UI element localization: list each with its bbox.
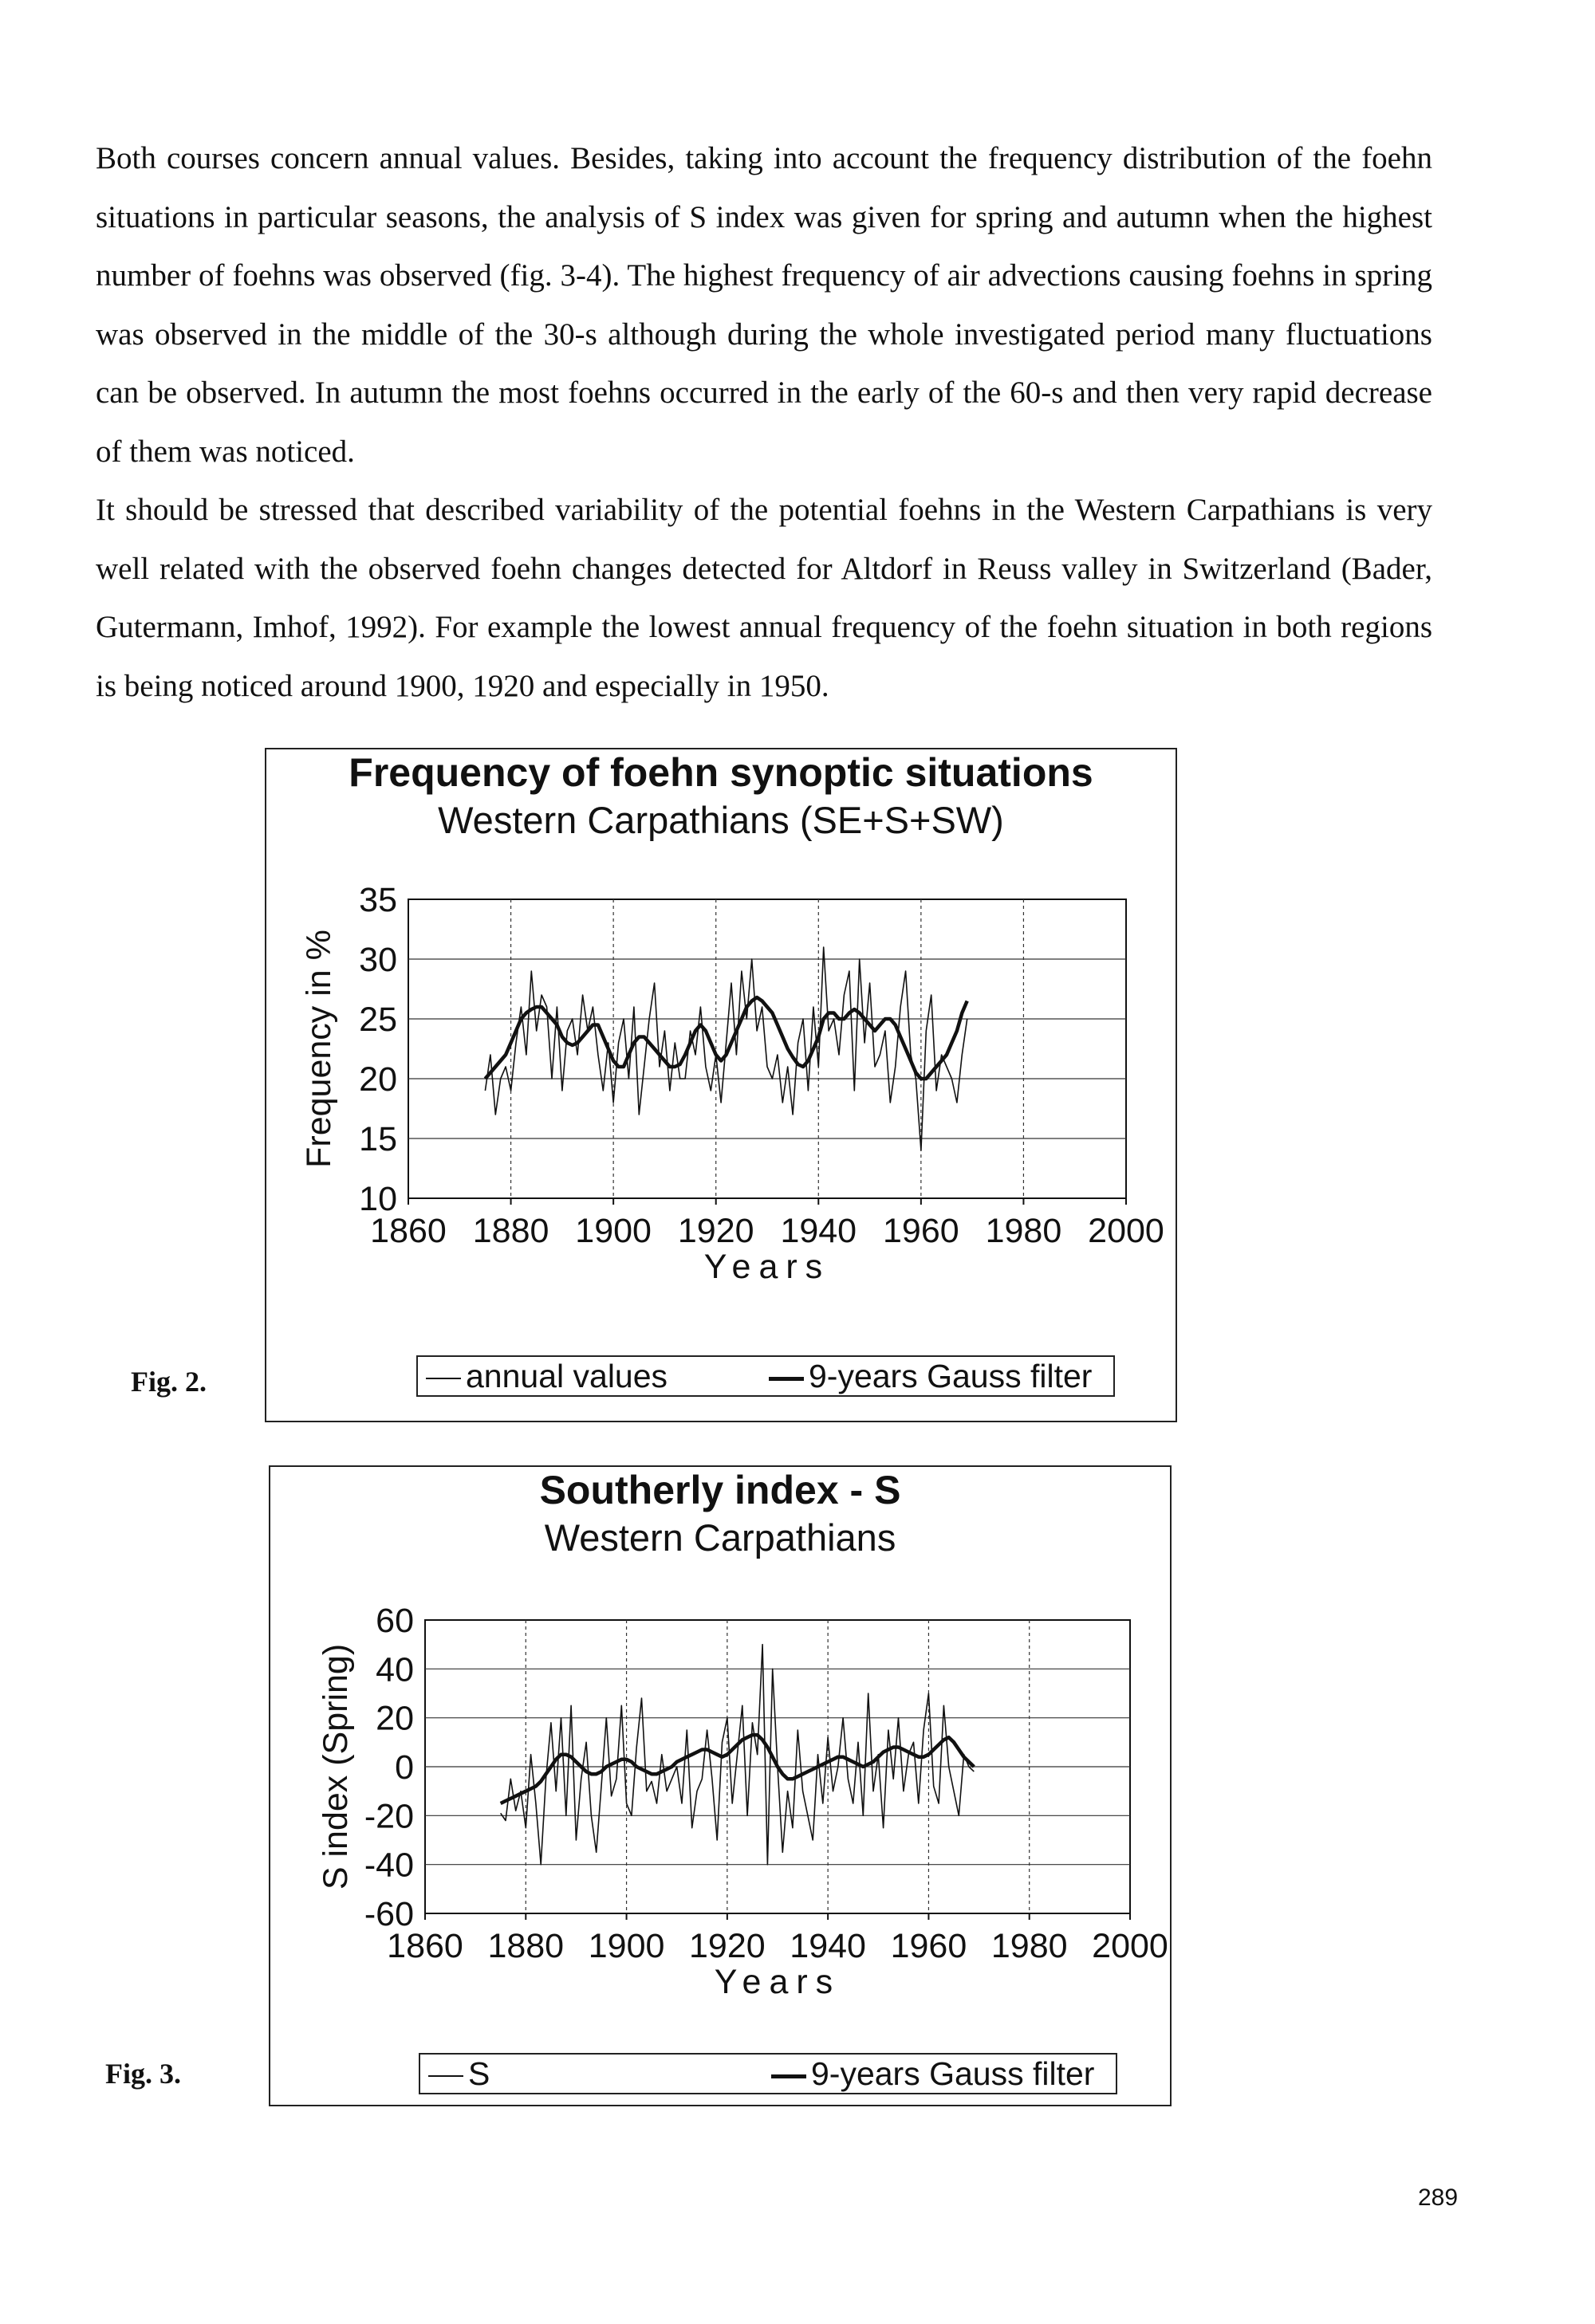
x-tick-label: 1880 <box>487 1927 565 1965</box>
x-tick-label: 1920 <box>677 1212 754 1250</box>
legend-line-thin <box>428 2075 463 2077</box>
y-tick-label: 20 <box>359 1060 397 1099</box>
chart-title: Frequency of foehn synoptic situations <box>349 750 1093 795</box>
y-axis-label: Frequency in % <box>300 930 338 1168</box>
x-tick-label: 1880 <box>472 1212 549 1250</box>
y-tick-label: 10 <box>359 1180 397 1218</box>
y-tick-label: 15 <box>359 1120 397 1158</box>
chart-subtitle: Western Carpathians (SE+S+SW) <box>438 799 1004 841</box>
paragraph-2: It should be stressed that described variability of the potential foehns in the Western Carpathians is very well related with the observed foehn changes detected for Altdorf in Reuss valley in Switzerland (Bader, Gutermann, Imhof, 1992). For example the lowest annual frequency of the foehn situation in both regions is being noticed around 1900, 1920 and especially in 1950. <box>96 493 1432 703</box>
x-tick-label: 1980 <box>990 1927 1068 1965</box>
figure-label: Fig. 3. <box>105 2058 181 2090</box>
x-tick-label: 1940 <box>790 1927 866 1965</box>
series-line-annual <box>485 947 967 1150</box>
chart-plot <box>266 749 1176 1421</box>
figure-3-chart <box>269 1465 1172 2106</box>
legend-label: annual values <box>466 1358 668 1394</box>
y-tick-label: -40 <box>364 1846 414 1885</box>
figure-2-chart <box>265 748 1177 1422</box>
y-tick-label: 30 <box>359 941 397 979</box>
x-tick-label: 1980 <box>985 1212 1062 1250</box>
x-tick-label: 1960 <box>883 1212 959 1250</box>
legend-line-thick <box>769 1377 804 1381</box>
x-tick-label: 1900 <box>575 1212 652 1250</box>
figure-label: Fig. 2. <box>131 1366 207 1398</box>
legend-item <box>771 2055 1094 2093</box>
series-line-annual <box>501 1645 975 1865</box>
series-line-gauss-filter <box>501 1735 975 1803</box>
chart-title: Southerly index - S <box>539 1468 901 1512</box>
x-tick-label: 2000 <box>1088 1212 1164 1250</box>
x-tick-label: 1940 <box>780 1212 857 1250</box>
legend-line-thick <box>771 2074 806 2078</box>
x-tick-label: 1920 <box>689 1927 766 1965</box>
chart-legend <box>419 2053 1117 2094</box>
y-tick-label: -20 <box>364 1797 414 1836</box>
legend-line-thin <box>426 1378 461 1379</box>
x-tick-label: 1960 <box>890 1927 967 1965</box>
y-axis-label: S index (Spring) <box>317 1643 355 1890</box>
y-tick-label: 60 <box>376 1602 414 1640</box>
x-tick-label: 2000 <box>1092 1927 1168 1965</box>
legend-item <box>428 2055 490 2093</box>
x-tick-label: 1860 <box>370 1212 447 1250</box>
chart-plot <box>270 1467 1170 2105</box>
page-number: 289 <box>1418 2184 1459 2211</box>
legend-item <box>769 1357 1092 1395</box>
legend-label: 9-years Gauss filter <box>809 1358 1093 1394</box>
x-axis-label: Years <box>714 1963 841 2001</box>
chart-legend <box>416 1355 1115 1397</box>
x-axis-label: Years <box>703 1248 831 1286</box>
x-tick-label: 1860 <box>387 1927 463 1965</box>
paragraph-1: Both courses concern annual values. Besides, taking into account the frequency distribution of the foehn situations in particular seasons, the analysis of S index was given for spring and autumn when the highest number of foehns was observed (fig. 3-4). The highest frequency of air advections causing foehns in spring was observed in the middle of the 30-s although during the whole investigated period many fluctuations can be observed. In autumn the most foehns occurred in the early of the 60-s and then very rapid decrease of them was noticed. <box>96 141 1432 469</box>
y-tick-label: 25 <box>359 1001 397 1039</box>
x-tick-label: 1900 <box>588 1927 665 1965</box>
y-tick-label: 40 <box>376 1650 414 1689</box>
chart-subtitle: Western Carpathians <box>544 1516 896 1559</box>
legend-label: 9-years Gauss filter <box>811 2055 1095 2092</box>
y-tick-label: 0 <box>395 1748 414 1787</box>
y-tick-label: -60 <box>364 1895 414 1933</box>
legend-label: S <box>468 2055 490 2092</box>
legend-item <box>426 1357 668 1395</box>
y-tick-label: 35 <box>359 881 397 919</box>
y-tick-label: 20 <box>376 1699 414 1738</box>
